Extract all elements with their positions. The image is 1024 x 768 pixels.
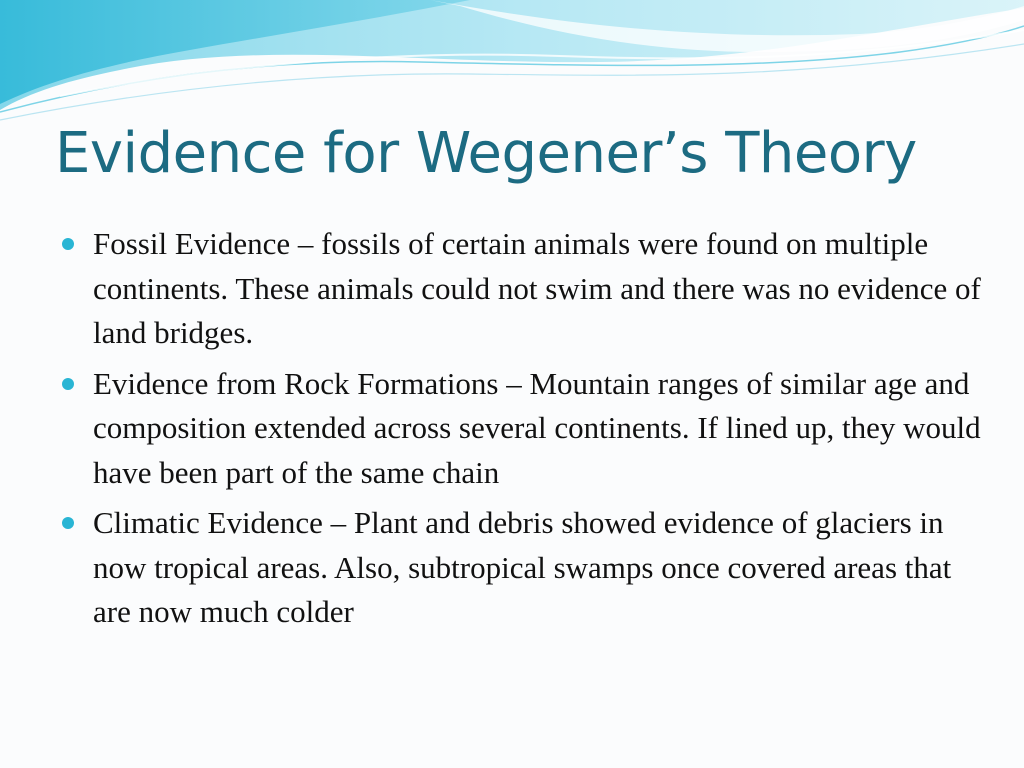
- bullet-text: Evidence from Rock Formations – Mountain ranges of similar age and composition extended across several continents. If lined up, they would have been part of the same chain: [93, 365, 981, 490]
- bullet-item-rock-formations: [62, 362, 987, 496]
- bullet-text: Climatic Evidence – Plant and debris showed evidence of glaciers in now tropical areas. Also, subtropical swamps once covered areas that are now much colder: [93, 505, 952, 629]
- bullet-dot-icon: [62, 378, 74, 390]
- bullet-item-fossil: [62, 222, 987, 356]
- bullet-dot-icon: [62, 517, 74, 529]
- bullet-text: Fossil Evidence – fossils of certain animals were found on multiple continents. These animals could not swim and there was no evidence of land bridges.: [93, 226, 981, 350]
- bullet-item-climatic: [62, 501, 987, 635]
- wave-header-decoration: [0, 0, 1024, 130]
- bullet-list: [62, 222, 987, 641]
- bullet-dot-icon: [62, 238, 74, 250]
- slide-title: Evidence for Wegener’s Theory: [55, 121, 917, 186]
